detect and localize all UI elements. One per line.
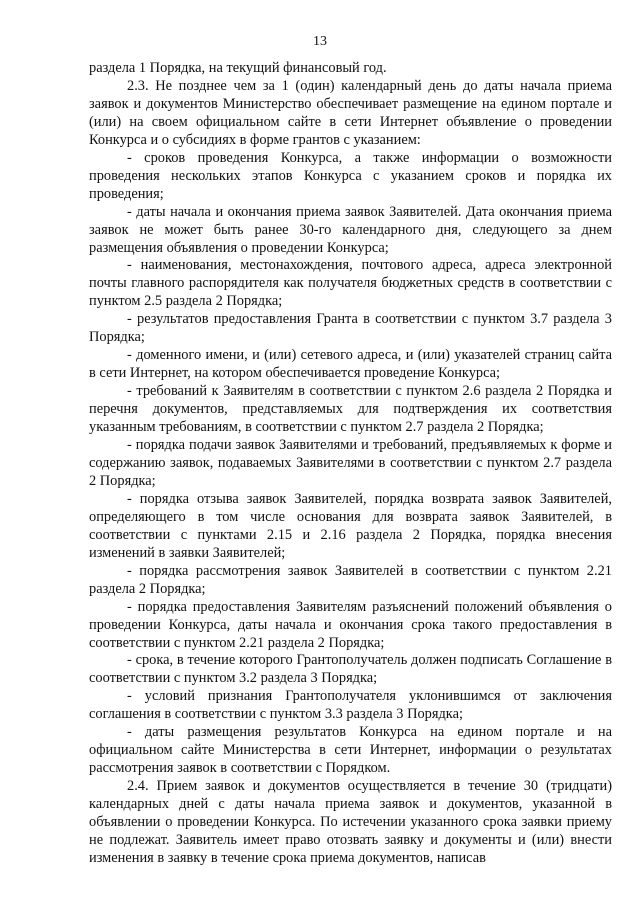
list-item: - порядка предоставления Заявителям разъяснений положений объявления о проведении Конкурса, даты начала и окончания срока такого предоставления в соответствии с пунктом 2.21 раздела 2 Порядка; (89, 598, 612, 651)
list-item: - доменного имени, и (или) сетевого адреса, и (или) указателей страниц сайта в сети Интернет, на котором обеспечивается проведение Конкурса; (89, 347, 612, 382)
page-number: 13 (313, 34, 327, 49)
list-item: - наименования, местонахождения, почтового адреса, адреса электронной почты главного распорядителя как получателя бюджетных средств в соответствии с пунктом 2.5 раздела 2 Порядка; (89, 257, 612, 310)
paragraph: 2.4. Прием заявок и документов осуществляется в течение 30 (тридцати) календарных дней с даты начала приема заявок и документов, указанной в объявлении о проведении Конкурса. По истечении указанного срока заявки приему не подлежат. Заявитель имеет право отозвать заявку и документы и (или) внести изменения в заявку в течение срока приема документов, написав (89, 778, 612, 866)
paragraph: 2.3. Не позднее чем за 1 (один) календарный день до даты начала приема заявок и документов Министерство обеспечивает размещение на едином портале и (или) на своем официальном сайте в сети Интернет объявление о проведении Конкурса и о субсидиях в форме грантов с указанием: (89, 77, 612, 148)
list-item: - даты начала и окончания приема заявок Заявителей. Дата окончания приема заявок не может быть ранее 30-го календарного дня, следующего за днем размещения объявления о проведении Конкурса; (89, 203, 612, 256)
list-item: - результатов предоставления Гранта в соответствии с пунктом 3.7 раздела 3 Порядка; (89, 311, 612, 346)
list-item: - требований к Заявителям в соответствии с пунктом 2.6 раздела 2 Порядка и перечня документов, представляемых для подтверждения их соответствия указанным требованиям, в соответствии с пунктом 2.7 раздела 2 Порядка; (89, 383, 612, 436)
list-item: - даты размещения результатов Конкурса на едином портале и на официальном сайте Министерства в сети Интернет, информации о результатах рассмотрения заявок в соответствии с Порядком. (89, 724, 612, 777)
document-body (89, 60, 612, 868)
list-item: - порядка подачи заявок Заявителями и требований, предъявляемых к форме и содержанию заявок, подаваемых Заявителями в соответствии с пунктом 2.7 раздела 2 Порядка; (89, 437, 612, 489)
list-item: - условий признания Грантополучателя уклонившимся от заключения соглашения в соответствии с пунктом 3.3 раздела 3 Порядка; (89, 688, 612, 723)
list-item: - сроков проведения Конкурса, а также информации о возможности проведения нескольких этапов Конкурса с указанием сроков и порядка их проведения; (89, 149, 612, 202)
paragraph: раздела 1 Порядка, на текущий финансовый год. (89, 60, 387, 76)
list-item: - порядка отзыва заявок Заявителей, порядка возврата заявок Заявителей, определяющего в том числе основания для возврата заявок Заявителей, в соответствии с пунктами 2.15 и 2.16 раздела 2 Порядка, порядка внесения изменений в заявки Заявителей; (89, 490, 612, 561)
list-item: - порядка рассмотрения заявок Заявителей в соответствии с пунктом 2.21 раздела 2 Порядка; (89, 562, 612, 597)
list-item: - срока, в течение которого Грантополучатель должен подписать Соглашение в соответствии с пунктом 3.2 раздела 3 Порядка; (89, 652, 612, 687)
